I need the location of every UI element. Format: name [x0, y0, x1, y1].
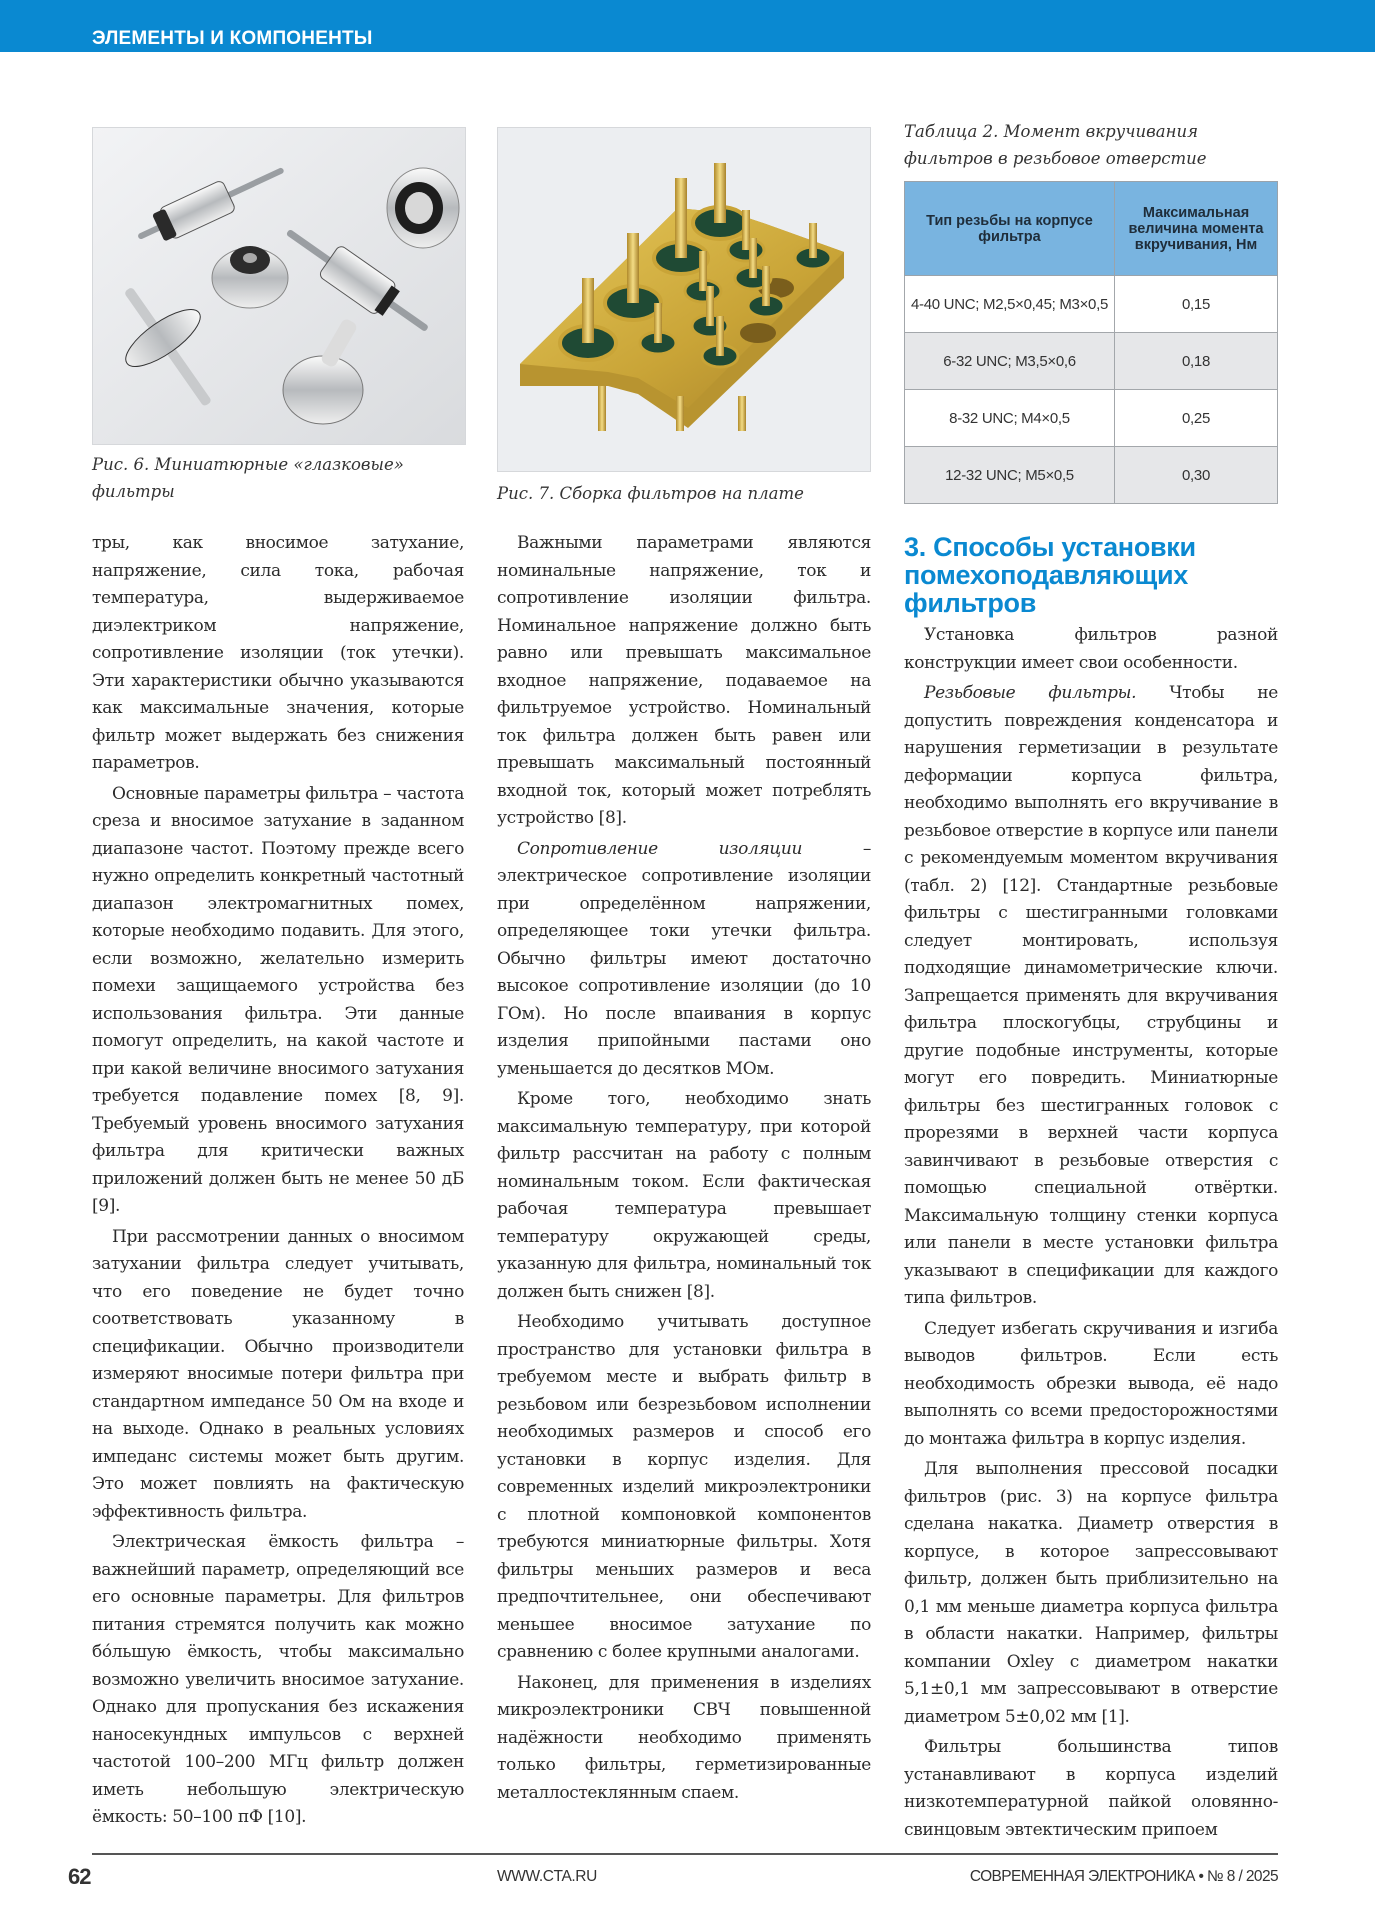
table-caption: Таблица 2. Момент вкручивания фильтров в резьбовое отверстие — [904, 122, 1207, 168]
table-cell-torque: 0,25 — [1115, 390, 1278, 447]
paragraph-text: Чтобы не допустить повреждения конденсатора и нарушения герметизации в результате деформации корпуса фильтра, необходимо выполнять его вкручивание в резьбовое отверстие в корпусе или панели с рекомендуемым моментом вкручивания (табл. 2) [12]. Стандартные резьбовые фильтры с шестигранными головками следует монтировать, используя подходящие динамометрические ключи. Запрещается применять для вкручивания фильтра плоскогубцы, струбцины и другие подобные инструменты, которые могут его повредить. Миниатюрные фильтры без шестигранных головок с прорезями в верхней части корпуса завинчивают в резьбовые отверстия с помощью специальной отвёртки. Максимальную толщину стенки корпуса или панели в месте установки фильтра указывают в спецификации для каждого типа фильтров. — [904, 683, 1278, 1308]
term-threaded-filters: Резьбовые фильтры. — [924, 683, 1137, 703]
table-header-max-torque: Максимальная величина момента вкручивания, Нм — [1115, 182, 1278, 276]
torque-table — [904, 181, 1278, 504]
table-cell-torque: 0,15 — [1115, 276, 1278, 333]
table-cell-thread: 12-32 UNC; M5×0,5 — [905, 447, 1115, 504]
paragraph: Установка фильтров разной конструкции имеет свои особенности. — [904, 625, 1278, 673]
table-row — [905, 276, 1278, 333]
table-row — [905, 447, 1278, 504]
paragraph: Следует избегать скручивания и изгиба выводов фильтров. Если есть необходимость обрезки вывода, её надо выполнять со всеми предосторожностями до монтажа фильтра в корпус изделия. — [904, 1318, 1278, 1449]
paragraph: Наконец, для применения в изделиях микроэлектроники СВЧ повышенной надёжности необходимо применять только фильтры, герметизированные металлостеклянным спаем. — [497, 1672, 871, 1803]
paragraph: Фильтры большинства типов устанавливают в корпуса изделий низкотемпературной пайкой оловянно-свинцовым эвтектическим припоем — [904, 1737, 1278, 1840]
table-cell-thread: 8-32 UNC; M4×0,5 — [905, 390, 1115, 447]
footer-divider — [92, 1853, 1278, 1855]
table-cell-torque: 0,18 — [1115, 333, 1278, 390]
paragraph — [904, 680, 1278, 1313]
paragraph: Кроме того, необходимо знать максимальную температуру, при которой фильтр рассчитан на работу с полным номинальным током. Если фактическая рабочая температура превышает температуру окружающей среды, указанную для фильтра, номинальный ток должен быть снижен [8]. — [497, 1089, 871, 1302]
paragraph: Важными параметрами являются номинальные напряжение, ток и сопротивление изоляции фильтра. Номинальное напряжение должно быть равно или превышать максимальное входное напряжение, подаваемое на фильтруемое устройство. Номинальный ток фильтра должен быть равен или превышать максимальный постоянный входной ток, который может потреблять устройство [8]. — [497, 533, 871, 828]
paragraph: Необходимо учитывать доступное пространство для установки фильтра в требуемом месте и выбрать фильтр в резьбовом или безрезьбовом исполнении необходимых размеров и способ его установки в корпус изделия. Для современных изделий микроэлектроники с плотной компоновкой компонентов требуются миниатюрные фильтры. Хотя фильтры меньших размеров и веса предпочтительнее, они обеспечивают меньшее вносимое затухание по сравнению с более крупными аналогами. — [497, 1312, 871, 1662]
figure-6-image — [92, 127, 466, 445]
footer-journal-issue: СОВРЕМЕННАЯ ЭЛЕКТРОНИКА • № 8 / 2025 — [969, 1868, 1278, 1885]
table-row — [905, 390, 1278, 447]
text-column-2 — [497, 530, 871, 1810]
figure-7-image — [497, 127, 871, 472]
footer-website-link[interactable]: WWW.CTA.RU — [497, 1868, 597, 1885]
paragraph: Основные параметры фильтра – частота среза и вносимое затухание в заданном диапазоне частот. Поэтому прежде всего нужно определить конкретный частотный диапазон электромагнитных помех, которые необходимо подавить. Для этого, если возможно, желательно измерить помехи защищаемого устройства без использования фильтра. Эти данные помогут определить, на какой частоте и при какой величине вносимого затухания требуется подавление помех [8, 9]. Требуемый уровень вносимого затухания фильтра для критически важных приложений должен быть не менее 50 дБ [9]. — [92, 783, 464, 1216]
figure-6-caption: Рис. 6. Миниатюрные «глазковые» фильтры — [92, 455, 404, 501]
paragraph: Электрическая ёмкость фильтра – важнейший параметр, определяющий все его основные параметры. Для фильтров питания стремятся получить как можно бо́льшую ёмкость, чтобы максимально возможно увеличить вносимое затухание. Однако для пропускания без искажения наносекундных импульсов с верхней частотой 100–200 МГц фильтр должен иметь небольшую электрическую ёмкость: 50–100 пФ [10]. — [92, 1532, 464, 1827]
table-cell-thread: 4-40 UNC; M2,5×0,45; M3×0,5 — [905, 276, 1115, 333]
term-insulation-resistance: Сопротивление изоляции — [517, 838, 803, 859]
paragraph: Для выполнения прессовой посадки фильтров (рис. 3) на корпусе фильтра сделана накатка. Диаметр отверстия в корпусе, в которое запрессовывают фильтр, должен быть приблизительно на 0,1 мм меньше диаметра корпуса фильтра в области накатки. Например, фильтры компании Oxley с диаметром накатки 5,1±0,1 мм запрессовывают в отверстие диаметром 5±0,02 мм [1]. — [904, 1459, 1278, 1727]
section-title: ЭЛЕМЕНТЫ И КОМПОНЕНТЫ — [92, 28, 373, 49]
paragraph-text: – электрическое сопротивление изоляции при определённом напряжении, определяющее токи утечки фильтра. Обычно фильтры имеют достаточно высокое сопротивление изоляции (до 10 ГОм). Но после впаивания в корпус изделия припойными пастами оно уменьшается до десятков МОм. — [497, 838, 871, 1079]
gold-plate-assembly-illustration — [498, 128, 871, 472]
text-column-3 — [904, 622, 1278, 1847]
paragraph: тры, как вносимое затухание, напряжение, сила тока, рабочая температура, выдерживаемое диэлектриком напряжение, сопротивление изоляции (ток утечки). Эти характеристики обычно указываются как максимальные значения, которые фильтр может выдержать без снижения параметров. — [92, 533, 464, 773]
text-column-1 — [92, 530, 464, 1835]
header-bar — [0, 0, 1375, 52]
feedthrough-filters-illustration — [93, 128, 466, 445]
paragraph — [497, 836, 871, 1084]
table-cell-thread: 6-32 UNC; M3,5×0,6 — [905, 333, 1115, 390]
table-header-row — [905, 182, 1278, 276]
table-header-thread-type: Тип резьбы на корпусе фильтра — [905, 182, 1115, 276]
table-cell-torque: 0,30 — [1115, 447, 1278, 504]
figure-7-caption: Рис. 7. Сборка фильтров на плате — [497, 484, 804, 503]
page-number: 62 — [68, 1864, 91, 1889]
table-row — [905, 333, 1278, 390]
section-heading: 3. Способы установки помехоподавляющих фильтров — [904, 532, 1196, 618]
paragraph: При рассмотрении данных о вносимом затухании фильтра следует учитывать, что его поведение не будет точно соответствовать указанному в спецификации. Обычно производители измеряют вносимые потери фильтра при стандартном импедансе 50 Ом на входе и на выходе. Однако в реальных условиях импеданс системы может быть другим. Это может повлиять на фактическую эффективность фильтра. — [92, 1226, 464, 1522]
